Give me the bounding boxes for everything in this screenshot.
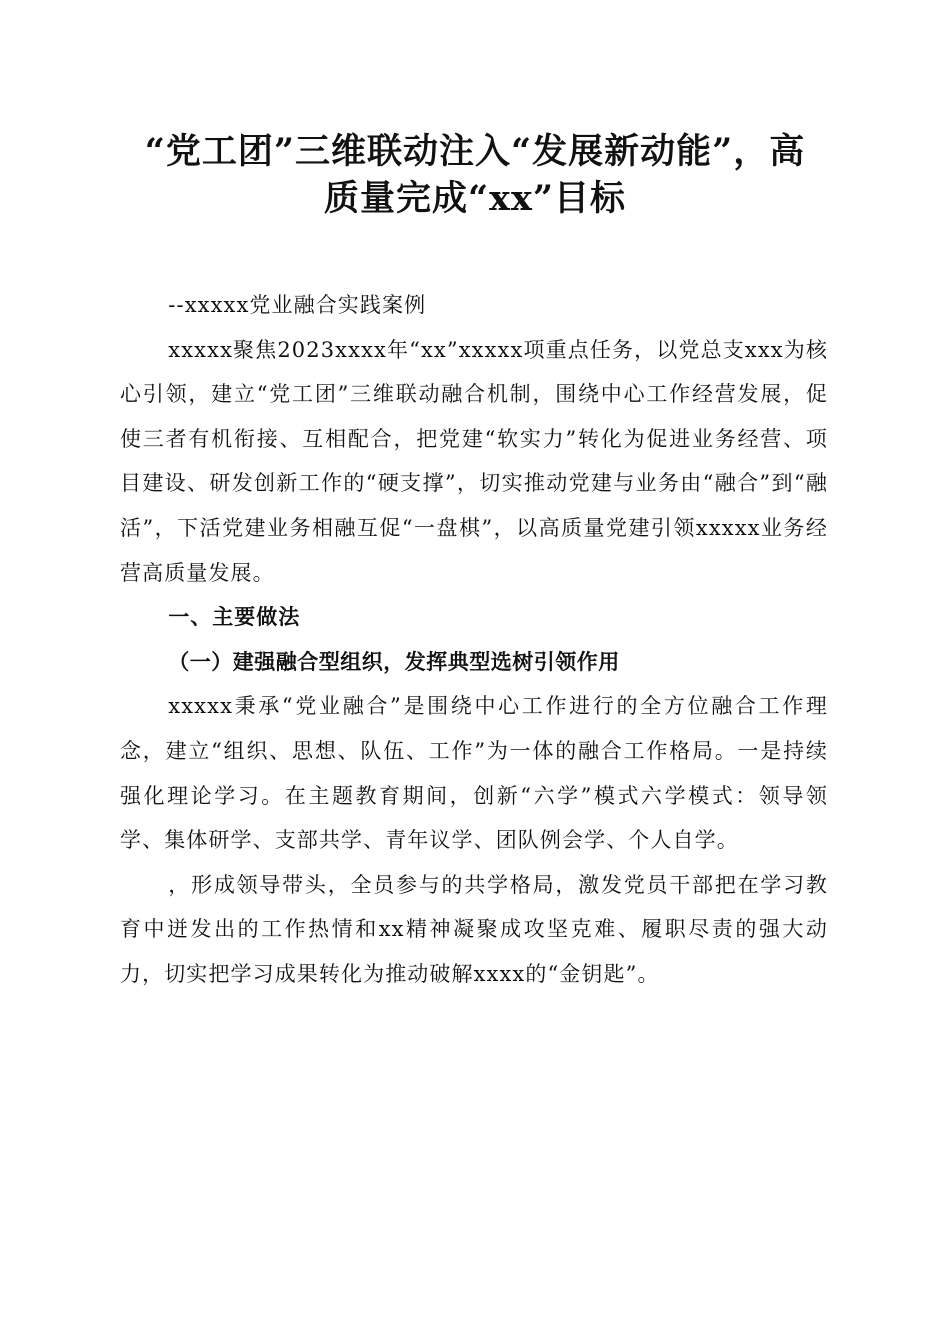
document-body: [120, 283, 828, 997]
intro-paragraph: xxxxx聚焦2023xxxx年“xx”xxxxx项重点任务，以党总支xxx为核心引领，建立“党工团”三维联动融合机制，围绕中心工作经营发展，促使三者有机衔接、互相配合，把党建“软实力”转化为促进业务经营、项目建设、研发创新工作的“硬支撑”，切实推动党建与业务由“融合”到“融活”，下活党建业务相融互促“一盘棋”，以高质量党建引领xxxxx业务经营高质量发展。: [120, 337, 828, 585]
document-title: [80, 128, 870, 222]
body-paragraph: ，形成领导带头，全员参与的共学格局，激发党员干部把在学习教育中迸发出的工作热情和xx精神凝聚成攻坚克难、履职尽责的强大动力，切实把学习成果转化为推动破解xxxx的“金钥匙”。: [120, 872, 828, 986]
section-heading: 一、主要做法: [168, 605, 301, 630]
subtitle: --xxxxx党业融合实践案例: [168, 293, 427, 317]
body-paragraph: xxxxx秉承“党业融合”是围绕中心工作进行的全方位融合工作理念，建立“组织、思想、队伍、工作”为一体的融合工作格局。一是持续强化理论学习。在主题教育期间，创新“六学”模式六学模式：领导领学、集体研学、支部共学、青年议学、团队例会学、个人自学。: [120, 694, 828, 853]
title-line-2: 质量完成“xx”目标: [324, 178, 626, 219]
title-line-1: “党工团”三维联动注入“发展新动能”，高: [144, 131, 806, 172]
subsection-heading: （一）建强融合型组织，发挥典型选树引领作用: [168, 648, 620, 674]
